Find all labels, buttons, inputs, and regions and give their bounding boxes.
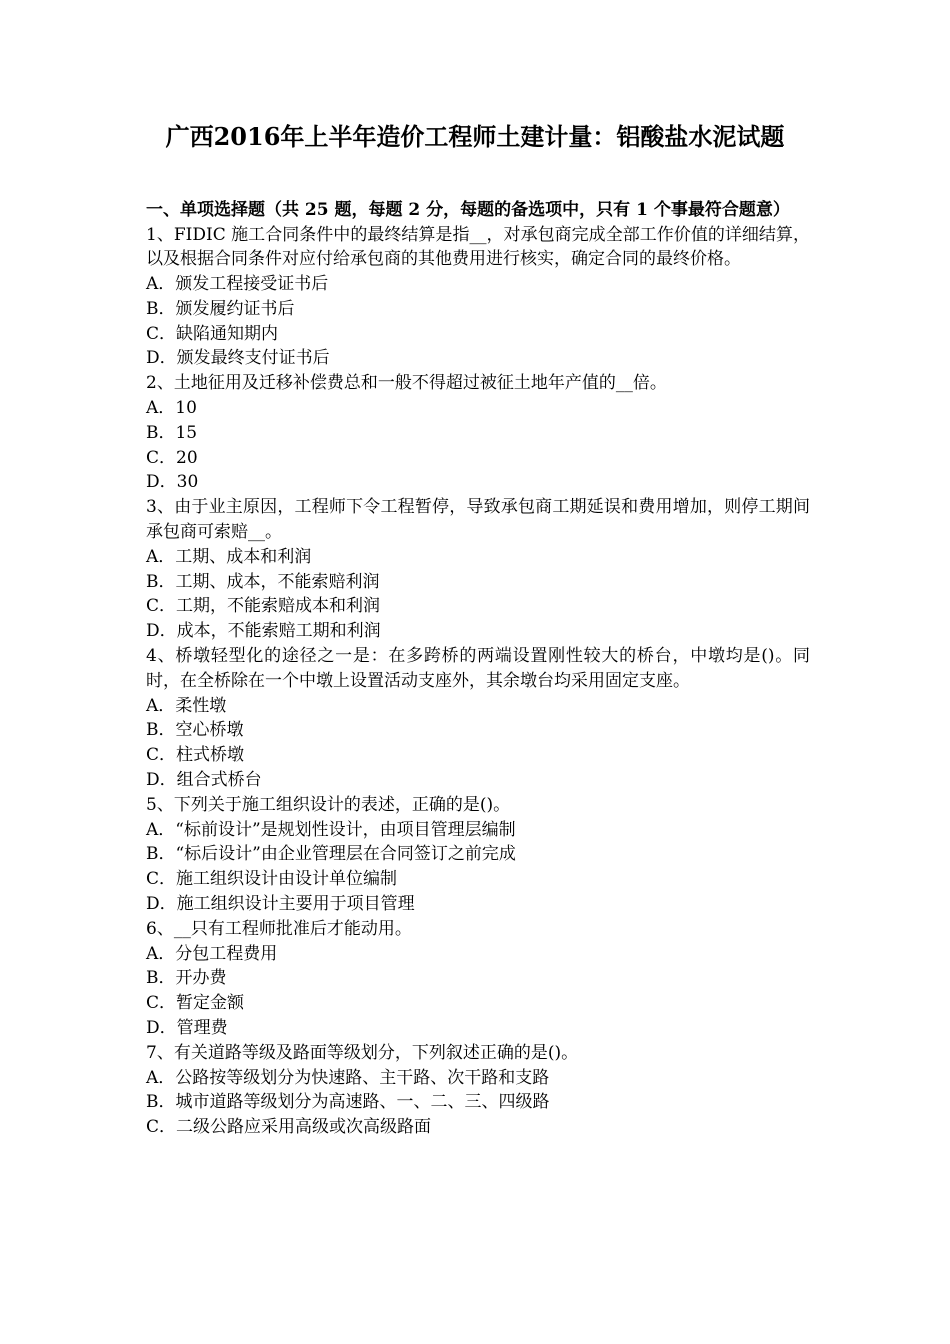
option-a: A．“标前设计”是规划性设计，由项目管理层编制 [146, 819, 516, 840]
option-c: C．缺陷通知期内 [146, 323, 279, 344]
question-stem: 3、由于业主原因，工程师下令工程暂停，导致承包商工期延误和费用增加，则停工期间承包商可索赔__。 [146, 497, 810, 543]
question-stem: 2、土地征用及迁移补偿费总和一般不得超过被征土地年产值的__倍。 [146, 373, 667, 394]
option-b: B．开办费 [146, 968, 227, 989]
question-5 [146, 793, 810, 917]
option-d: D．施工组织设计主要用于项目管理 [146, 894, 415, 915]
option-c: C．20 [146, 447, 198, 468]
option-c: C．施工组织设计由设计单位编制 [146, 869, 398, 890]
option-b: B．空心桥墩 [146, 720, 244, 741]
option-d: D．管理费 [146, 1018, 228, 1038]
option-a: A．柔性墩 [146, 695, 227, 716]
question-stem: 6、__只有工程师批准后才能动用。 [146, 918, 412, 939]
option-c: C．工期，不能索赔成本和利润 [146, 596, 381, 617]
option-c: C．暂定金额 [146, 993, 245, 1014]
question-stem: 5、下列关于施工组织设计的表述，正确的是()。 [146, 794, 511, 815]
option-b: B．15 [146, 422, 198, 443]
question-7 [146, 1041, 810, 1140]
question-4 [146, 644, 810, 793]
option-c: C．二级公路应采用高级或次高级路面 [146, 1117, 432, 1138]
option-a: A．公路按等级划分为快速路、主干路、次干路和支路 [146, 1067, 550, 1088]
option-d: D．颁发最终支付证书后 [146, 348, 330, 369]
section-heading: 一、单项选择题（共 25 题，每题 2 分，每题的备选项中，只有 1 个事最符合题意） [146, 200, 790, 220]
question-6 [146, 917, 810, 1041]
document-body [146, 198, 810, 1140]
option-c: C．柱式桥墩 [146, 745, 245, 766]
question-stem: 1、FIDIC 施工合同条件中的最终结算是指__，对承包商完成全部工作价值的详细结算，以及根据合同条件对应付给承包商的其他费用进行核实，确定合同的最终价格。 [146, 224, 810, 270]
option-a: A．分包工程费用 [146, 943, 278, 964]
option-a: A．颁发工程接受证书后 [146, 274, 329, 295]
option-a: A．工期、成本和利润 [146, 546, 312, 567]
question-2 [146, 371, 810, 495]
option-d: D．成本，不能索赔工期和利润 [146, 621, 381, 642]
option-b: B．颁发履约证书后 [146, 298, 295, 319]
option-a: A．10 [146, 398, 197, 419]
option-d: D．30 [146, 472, 199, 493]
question-1 [146, 223, 810, 372]
option-d: D．组合式桥台 [146, 770, 262, 791]
option-b: B．城市道路等级划分为高速路、一、二、三、四级路 [146, 1092, 550, 1113]
question-stem: 4、桥墩轻型化的途径之一是：在多跨桥的两端设置刚性较大的桥台，中墩均是()。同时，在全桥除在一个中墩上设置活动支座外，其余墩台均采用固定支座。 [146, 646, 810, 691]
question-3 [146, 495, 810, 644]
question-stem: 7、有关道路等级及路面等级划分，下列叙述正确的是()。 [146, 1042, 579, 1063]
option-b: B．“标后设计”由企业管理层在合同签订之前完成 [146, 844, 516, 865]
document-title: 广西2016年上半年造价工程师土建计量：铝酸盐水泥试题 [165, 122, 785, 151]
option-b: B．工期、成本，不能索赔利润 [146, 571, 380, 592]
